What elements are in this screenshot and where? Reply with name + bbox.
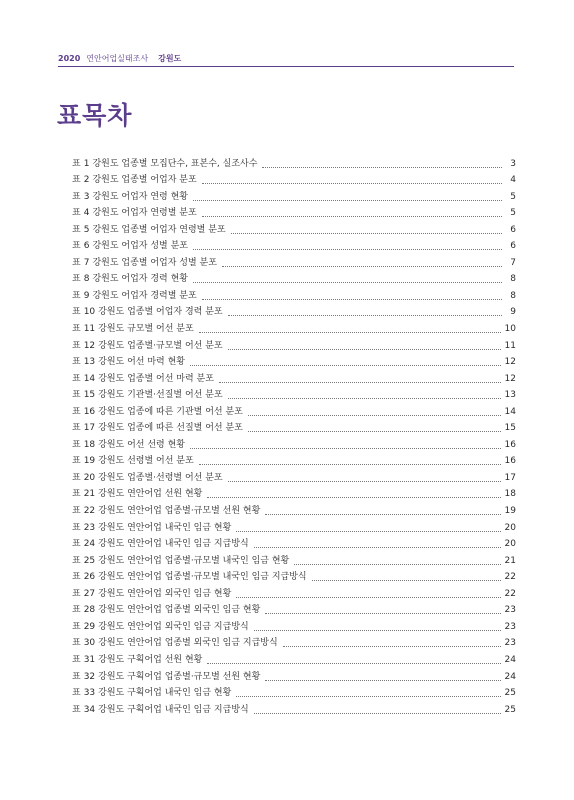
table-of-contents-list — [72, 153, 516, 716]
toc-entry-page-number: 3 — [510, 158, 516, 169]
toc-entry-label — [72, 440, 185, 451]
toc-entry[interactable] — [72, 567, 516, 584]
toc-dot-leader — [265, 680, 500, 681]
toc-entry-number: 10 — [83, 307, 96, 318]
toc-dot-leader — [254, 547, 501, 548]
toc-entry-title: 강원도 연안어업 외국인 임금 현황 — [98, 588, 232, 599]
toc-entry-page-number: 21 — [504, 555, 516, 566]
toc-entry[interactable] — [72, 484, 516, 501]
toc-entry-label — [72, 307, 223, 318]
toc-entry-prefix: 표 — [72, 406, 81, 417]
toc-dot-leader — [199, 332, 501, 333]
running-header — [58, 50, 514, 67]
toc-entry-number: 28 — [83, 605, 96, 616]
toc-entry-title: 강원도 업종별·규모별 어선 분포 — [98, 340, 223, 351]
toc-entry-prefix: 표 — [72, 654, 81, 665]
toc-entry-title: 강원도 구획어업 내국인 임금 지급방식 — [98, 704, 249, 715]
toc-entry-label — [72, 225, 226, 236]
toc-entry-title: 강원도 연안어업 업종별·규모별 내국인 임금 지급방식 — [98, 572, 307, 583]
toc-entry-prefix: 표 — [72, 274, 81, 285]
toc-dot-leader — [236, 531, 500, 532]
toc-entry-prefix: 표 — [72, 472, 81, 483]
toc-entry-number: 9 — [83, 290, 90, 301]
toc-dot-leader — [248, 431, 501, 432]
toc-entry-title: 강원도 어업자 성별 분포 — [92, 241, 188, 252]
toc-entry[interactable] — [72, 186, 516, 203]
toc-entry-label — [72, 241, 188, 252]
toc-entry-page-number: 20 — [504, 522, 516, 533]
toc-entry-label — [72, 374, 214, 385]
toc-entry-number: 33 — [83, 688, 96, 699]
toc-entry-label — [72, 175, 197, 186]
toc-entry-number: 6 — [83, 241, 90, 252]
toc-entry-prefix: 표 — [72, 506, 81, 517]
toc-entry-number: 4 — [83, 208, 90, 219]
toc-entry-page-number: 24 — [504, 671, 516, 682]
toc-entry-page-number: 14 — [504, 406, 516, 417]
toc-entry[interactable] — [72, 583, 516, 600]
toc-entry-prefix: 표 — [72, 357, 81, 368]
toc-entry[interactable] — [72, 269, 516, 286]
toc-dot-leader — [199, 464, 501, 465]
toc-entry-number: 22 — [83, 506, 96, 517]
toc-entry-number: 19 — [83, 456, 96, 467]
toc-entry-prefix: 표 — [72, 671, 81, 682]
toc-entry[interactable] — [72, 285, 516, 302]
toc-entry-label — [72, 274, 188, 285]
toc-entry-title: 강원도 어업자 경력 현황 — [92, 274, 188, 285]
toc-entry-title: 강원도 연안어업 업종별 외국인 임금 현황 — [98, 605, 261, 616]
toc-dot-leader — [254, 630, 501, 631]
toc-entry[interactable] — [72, 649, 516, 666]
toc-entry-label — [72, 638, 278, 649]
toc-entry-title: 강원도 연안어업 업종별·규모별 내국인 임금 현황 — [98, 555, 290, 566]
toc-dot-leader — [207, 663, 500, 664]
toc-entry[interactable] — [72, 666, 516, 683]
toc-entry[interactable] — [72, 418, 516, 435]
header-survey-title: 연안어업실태조사 — [86, 53, 149, 63]
toc-entry-title: 강원도 구획어업 업종별·규모별 선원 현황 — [98, 671, 261, 682]
toc-dot-leader — [231, 233, 502, 234]
toc-entry-label — [72, 705, 249, 716]
toc-entry-label — [72, 672, 260, 683]
toc-entry[interactable] — [72, 467, 516, 484]
toc-entry[interactable] — [72, 203, 516, 220]
toc-entry[interactable] — [72, 534, 516, 551]
toc-entry-label — [72, 622, 249, 633]
toc-entry[interactable] — [72, 633, 516, 650]
toc-entry-label — [72, 523, 231, 534]
toc-entry[interactable] — [72, 352, 516, 369]
toc-entry[interactable] — [72, 385, 516, 402]
toc-entry[interactable] — [72, 318, 516, 335]
toc-entry[interactable] — [72, 550, 516, 567]
toc-entry-page-number: 16 — [504, 456, 516, 467]
toc-entry-number: 8 — [83, 274, 90, 285]
toc-entry-page-number: 6 — [510, 224, 516, 235]
toc-dot-leader — [248, 415, 501, 416]
toc-dot-leader — [193, 282, 502, 283]
toc-entry-label — [72, 556, 289, 567]
toc-entry-page-number: 15 — [504, 423, 516, 434]
toc-entry-page-number: 12 — [504, 373, 516, 384]
toc-entry[interactable] — [72, 616, 516, 633]
toc-entry-prefix: 표 — [72, 605, 81, 616]
toc-entry-label — [72, 390, 223, 401]
toc-entry-title: 강원도 업종별 어업자 성별 분포 — [92, 257, 217, 268]
toc-dot-leader — [294, 564, 500, 565]
toc-entry[interactable] — [72, 600, 516, 617]
toc-dot-leader — [236, 597, 500, 598]
toc-entry[interactable] — [72, 517, 516, 534]
toc-entry[interactable] — [72, 236, 516, 253]
toc-dot-leader — [193, 200, 502, 201]
toc-entry-page-number: 11 — [504, 340, 516, 351]
toc-entry[interactable] — [72, 170, 516, 187]
toc-entry-title: 강원도 어업자 연령 현황 — [92, 191, 188, 202]
toc-entry[interactable] — [72, 368, 516, 385]
toc-dot-leader — [283, 646, 501, 647]
toc-entry-page-number: 23 — [504, 605, 516, 616]
toc-entry-number: 1 — [83, 158, 90, 169]
toc-dot-leader — [228, 481, 501, 482]
toc-entry-title: 강원도 선령별 어선 분포 — [98, 456, 194, 467]
toc-entry-page-number: 8 — [510, 290, 516, 301]
toc-entry-title: 강원도 업종별 어업자 연령별 분포 — [92, 224, 226, 235]
toc-entry-page-number: 13 — [504, 390, 516, 401]
toc-entry-title: 강원도 연안어업 외국인 임금 지급방식 — [98, 621, 249, 632]
toc-entry-title: 강원도 업종별 모집단수, 표본수, 실조사수 — [92, 158, 258, 169]
toc-entry-prefix: 표 — [72, 324, 81, 335]
toc-entry-title: 강원도 구획어업 내국인 임금 현황 — [98, 688, 232, 699]
toc-entry-number: 29 — [83, 621, 96, 632]
toc-entry-number: 20 — [83, 472, 96, 483]
toc-dot-leader — [254, 713, 501, 714]
toc-dot-leader — [219, 382, 501, 383]
toc-dot-leader — [190, 448, 501, 449]
toc-entry-prefix: 표 — [72, 175, 81, 186]
toc-entry-label — [72, 159, 257, 170]
toc-entry-label — [72, 572, 307, 583]
toc-dot-leader — [228, 315, 502, 316]
toc-entry-title: 강원도 어선 마력 현황 — [98, 357, 185, 368]
toc-entry-page-number: 19 — [504, 506, 516, 517]
toc-entry-prefix: 표 — [72, 539, 81, 550]
toc-entry-number: 31 — [83, 654, 96, 665]
toc-entry-page-number: 7 — [510, 257, 516, 268]
toc-entry-number: 2 — [83, 175, 90, 186]
header-region: 강원도 — [158, 53, 182, 63]
toc-entry-title: 강원도 업종에 따른 기관별 어선 분포 — [98, 406, 243, 417]
toc-dot-leader — [202, 299, 502, 300]
toc-entry-number: 34 — [83, 704, 96, 715]
toc-entry[interactable] — [72, 500, 516, 517]
toc-entry-prefix: 표 — [72, 555, 81, 566]
toc-entry-title: 강원도 기관별·선질별 어선 분포 — [98, 390, 223, 401]
toc-entry-page-number: 4 — [510, 175, 516, 186]
toc-entry-label — [72, 688, 231, 699]
toc-entry[interactable] — [72, 219, 516, 236]
toc-entry-number: 13 — [83, 357, 96, 368]
toc-entry-number: 21 — [83, 489, 96, 500]
toc-dot-leader — [228, 398, 501, 399]
toc-entry-label — [72, 291, 197, 302]
toc-entry-prefix: 표 — [72, 340, 81, 351]
toc-entry-title: 강원도 연안어업 내국인 임금 현황 — [98, 522, 232, 533]
toc-entry-page-number: 16 — [504, 439, 516, 450]
toc-entry-prefix: 표 — [72, 257, 81, 268]
toc-entry-page-number: 8 — [510, 274, 516, 285]
toc-entry-label — [72, 456, 194, 467]
toc-entry[interactable] — [72, 683, 516, 700]
toc-entry-label — [72, 473, 223, 484]
toc-entry[interactable] — [72, 335, 516, 352]
toc-entry-prefix: 표 — [72, 588, 81, 599]
toc-entry-title: 강원도 업종별 어업자 경력 분포 — [98, 307, 223, 318]
toc-entry-title: 강원도 연안어업 업종별 외국인 임금 지급방식 — [98, 638, 278, 649]
toc-dot-leader — [265, 613, 500, 614]
toc-entry-number: 17 — [83, 423, 96, 434]
toc-entry-page-number: 5 — [510, 208, 516, 219]
toc-entry-label — [72, 357, 185, 368]
toc-entry-title: 강원도 연안어업 선원 현황 — [98, 489, 203, 500]
toc-entry-number: 14 — [83, 373, 96, 384]
toc-entry-label — [72, 489, 202, 500]
toc-entry-number: 7 — [83, 257, 90, 268]
toc-entry[interactable] — [72, 252, 516, 269]
toc-entry[interactable] — [72, 451, 516, 468]
toc-entry-prefix: 표 — [72, 439, 81, 450]
toc-entry-page-number: 23 — [504, 638, 516, 649]
toc-entry-label — [72, 341, 223, 352]
toc-entry-number: 16 — [83, 406, 96, 417]
toc-entry[interactable] — [72, 401, 516, 418]
toc-dot-leader — [222, 266, 502, 267]
toc-dot-leader — [190, 365, 501, 366]
toc-entry-page-number: 10 — [504, 324, 516, 335]
toc-entry-prefix: 표 — [72, 704, 81, 715]
toc-entry-page-number: 20 — [504, 539, 516, 550]
page-title: 표목차 — [57, 101, 133, 130]
toc-dot-leader — [265, 514, 500, 515]
toc-entry-prefix: 표 — [72, 191, 81, 202]
toc-entry-label — [72, 258, 217, 269]
toc-dot-leader — [228, 349, 501, 350]
toc-entry[interactable] — [72, 153, 516, 170]
toc-entry-number: 24 — [83, 539, 96, 550]
toc-entry-number: 32 — [83, 671, 96, 682]
toc-entry-prefix: 표 — [72, 241, 81, 252]
toc-entry-title: 강원도 업종별 어업자 분포 — [92, 175, 197, 186]
toc-entry-prefix: 표 — [72, 224, 81, 235]
toc-dot-leader — [202, 183, 502, 184]
toc-entry-prefix: 표 — [72, 456, 81, 467]
toc-entry-page-number: 22 — [504, 588, 516, 599]
toc-dot-leader — [193, 249, 502, 250]
toc-dot-leader — [207, 497, 500, 498]
toc-entry-page-number: 5 — [510, 191, 516, 202]
toc-entry-number: 3 — [83, 191, 90, 202]
header-year: 2020 — [58, 53, 81, 63]
toc-entry-label — [72, 192, 188, 203]
toc-entry-number: 18 — [83, 439, 96, 450]
toc-entry-number: 11 — [83, 324, 96, 335]
toc-entry-title: 강원도 연안어업 업종별·규모별 선원 현황 — [98, 506, 261, 517]
toc-entry-number: 15 — [83, 390, 96, 401]
toc-entry-number: 27 — [83, 588, 96, 599]
toc-entry-page-number: 25 — [504, 704, 516, 715]
toc-entry-page-number: 25 — [504, 688, 516, 699]
toc-entry-prefix: 표 — [72, 290, 81, 301]
toc-entry-prefix: 표 — [72, 572, 81, 583]
toc-entry-page-number: 23 — [504, 621, 516, 632]
toc-entry-title: 강원도 규모별 어선 분포 — [98, 324, 194, 335]
toc-entry-page-number: 6 — [510, 241, 516, 252]
toc-entry-prefix: 표 — [72, 158, 81, 169]
toc-entry[interactable] — [72, 302, 516, 319]
toc-entry-title: 강원도 업종별·선령별 어선 분포 — [98, 472, 223, 483]
toc-entry-page-number: 12 — [504, 357, 516, 368]
toc-entry-title: 강원도 어업자 경력별 분포 — [92, 290, 197, 301]
toc-dot-leader — [202, 216, 502, 217]
toc-entry-prefix: 표 — [72, 373, 81, 384]
toc-entry-label — [72, 208, 197, 219]
toc-dot-leader — [262, 167, 502, 168]
toc-entry-number: 26 — [83, 572, 96, 583]
toc-entry-title: 강원도 어업자 연령별 분포 — [92, 208, 197, 219]
toc-entry-title: 강원도 어선 선령 현황 — [98, 439, 185, 450]
toc-entry-prefix: 표 — [72, 621, 81, 632]
toc-entry-title: 강원도 구획어업 선원 현황 — [98, 654, 203, 665]
toc-entry-label — [72, 605, 260, 616]
toc-entry-label — [72, 506, 260, 517]
toc-entry[interactable] — [72, 699, 516, 716]
toc-entry-label — [72, 655, 202, 666]
toc-entry-page-number: 17 — [504, 472, 516, 483]
toc-entry-prefix: 표 — [72, 638, 81, 649]
toc-entry-page-number: 22 — [504, 572, 516, 583]
toc-entry-label — [72, 423, 243, 434]
toc-entry-prefix: 표 — [72, 688, 81, 699]
toc-entry-label — [72, 589, 231, 600]
toc-entry-label — [72, 539, 249, 550]
toc-entry[interactable] — [72, 434, 516, 451]
toc-entry-title: 강원도 연안어업 내국인 임금 지급방식 — [98, 539, 249, 550]
toc-entry-label — [72, 407, 243, 418]
toc-entry-label — [72, 324, 194, 335]
toc-entry-title: 강원도 업종별 어선 마력 분포 — [98, 373, 214, 384]
toc-entry-prefix: 표 — [72, 423, 81, 434]
toc-entry-page-number: 18 — [504, 489, 516, 500]
toc-entry-page-number: 9 — [510, 307, 516, 318]
toc-entry-title: 강원도 업종에 따른 선질별 어선 분포 — [98, 423, 243, 434]
toc-entry-page-number: 24 — [504, 654, 516, 665]
toc-entry-prefix: 표 — [72, 522, 81, 533]
toc-entry-number: 12 — [83, 340, 96, 351]
toc-entry-prefix: 표 — [72, 390, 81, 401]
toc-entry-prefix: 표 — [72, 208, 81, 219]
toc-entry-number: 30 — [83, 638, 96, 649]
toc-entry-prefix: 표 — [72, 307, 81, 318]
toc-entry-number: 25 — [83, 555, 96, 566]
toc-entry-prefix: 표 — [72, 489, 81, 500]
toc-dot-leader — [236, 696, 500, 697]
toc-entry-number: 5 — [83, 224, 90, 235]
toc-dot-leader — [312, 580, 501, 581]
toc-entry-number: 23 — [83, 522, 96, 533]
